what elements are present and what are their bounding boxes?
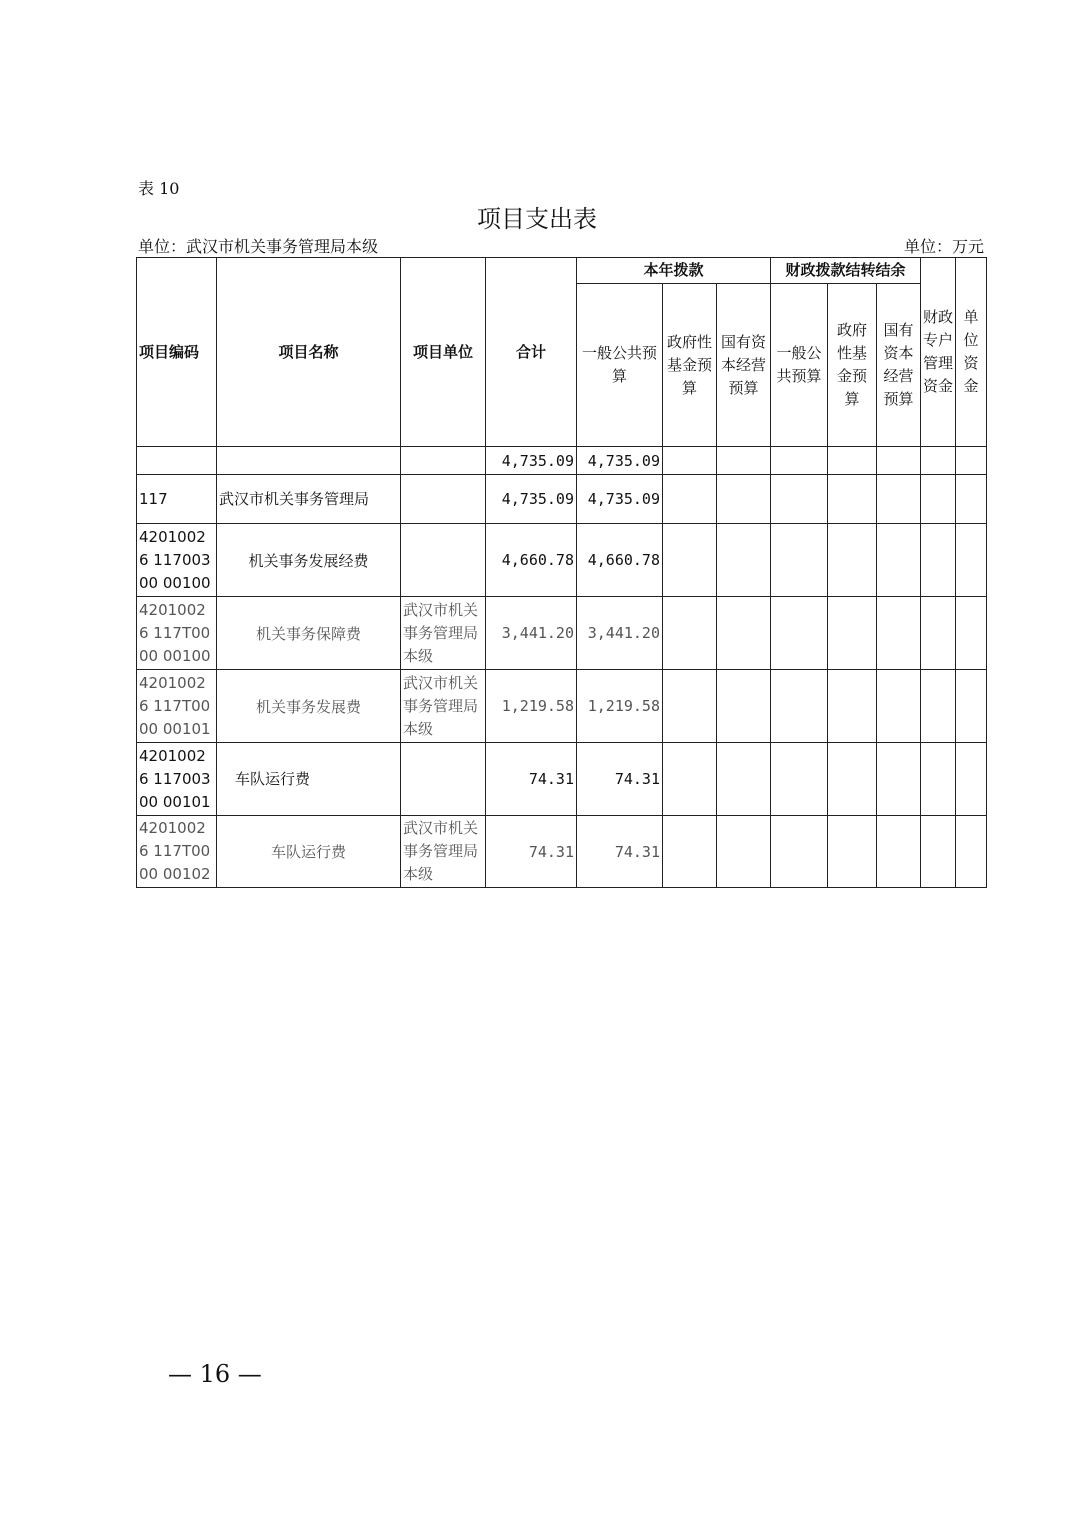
header-co-state: 国有资本经营预算 xyxy=(877,284,921,447)
row-unit xyxy=(401,743,486,816)
row-code xyxy=(137,447,217,475)
row-total: 3,441.20 xyxy=(486,597,577,670)
row-unit: 武汉市机关事务管理局本级 xyxy=(401,597,486,670)
header-own: 单位资金 xyxy=(956,258,987,447)
row-general: 74.31 xyxy=(577,743,663,816)
header-special: 财政专户管理资金 xyxy=(921,258,956,447)
row-general: 3,441.20 xyxy=(577,597,663,670)
table-row xyxy=(137,524,987,597)
row-unit xyxy=(401,447,486,475)
row-total: 4,660.78 xyxy=(486,524,577,597)
row-name: 武汉市机关事务管理局 xyxy=(217,475,401,524)
header-co-general: 一般公共预算 xyxy=(771,284,828,447)
unit-organization: 单位：武汉市机关事务管理局本级 xyxy=(138,237,379,256)
row-code: 42010026 117T0000 00102 xyxy=(137,816,217,888)
row-name: 机关事务保障费 xyxy=(217,597,401,670)
row-total: 4,735.09 xyxy=(486,447,577,475)
table-label: 表 10 xyxy=(138,179,180,198)
row-name xyxy=(217,447,401,475)
page-title: 项目支出表 xyxy=(477,205,597,233)
page-number: — 16 — xyxy=(168,1360,262,1388)
row-total: 1,219.58 xyxy=(486,670,577,743)
row-unit: 武汉市机关事务管理局本级 xyxy=(401,816,486,888)
header-code: 项目编码 xyxy=(137,258,217,447)
row-code: 42010026 117T0000 00101 xyxy=(137,670,217,743)
table-row xyxy=(137,743,987,816)
row-general: 1,219.58 xyxy=(577,670,663,743)
header-cur-general: 一般公共预算 xyxy=(577,284,663,447)
row-general: 4,735.09 xyxy=(577,475,663,524)
header-unit: 项目单位 xyxy=(401,258,486,447)
header-total: 合计 xyxy=(486,258,577,447)
project-expenditure-table xyxy=(136,257,987,888)
row-unit xyxy=(401,524,486,597)
row-unit xyxy=(401,475,486,524)
table-row xyxy=(137,597,987,670)
row-code: 42010026 11700300 00101 xyxy=(137,743,217,816)
row-total: 4,735.09 xyxy=(486,475,577,524)
header-group-current: 本年拨款 xyxy=(577,258,771,284)
row-unit: 武汉市机关事务管理局本级 xyxy=(401,670,486,743)
row-code: 42010026 11700300 00100 xyxy=(137,524,217,597)
header-group-carryover: 财政拨款结转结余 xyxy=(771,258,921,284)
row-name: 机关事务发展费 xyxy=(217,670,401,743)
header-name: 项目名称 xyxy=(217,258,401,447)
header-cur-fund: 政府性基金预算 xyxy=(663,284,717,447)
row-general: 74.31 xyxy=(577,816,663,888)
unit-currency: 单位：万元 xyxy=(903,237,984,256)
row-name: 车队运行费 xyxy=(217,743,401,816)
row-name: 车队运行费 xyxy=(217,816,401,888)
header-co-fund: 政府性基金预算 xyxy=(828,284,877,447)
row-name: 机关事务发展经费 xyxy=(217,524,401,597)
table-row xyxy=(137,670,987,743)
table-row xyxy=(137,816,987,888)
row-code: 117 xyxy=(137,475,217,524)
row-code: 42010026 117T0000 00100 xyxy=(137,597,217,670)
header-cur-state: 国有资本经营预算 xyxy=(717,284,771,447)
table-row xyxy=(137,475,987,524)
row-general: 4,735.09 xyxy=(577,447,663,475)
row-general: 4,660.78 xyxy=(577,524,663,597)
table-row xyxy=(137,447,987,475)
row-total: 74.31 xyxy=(486,743,577,816)
row-total: 74.31 xyxy=(486,816,577,888)
